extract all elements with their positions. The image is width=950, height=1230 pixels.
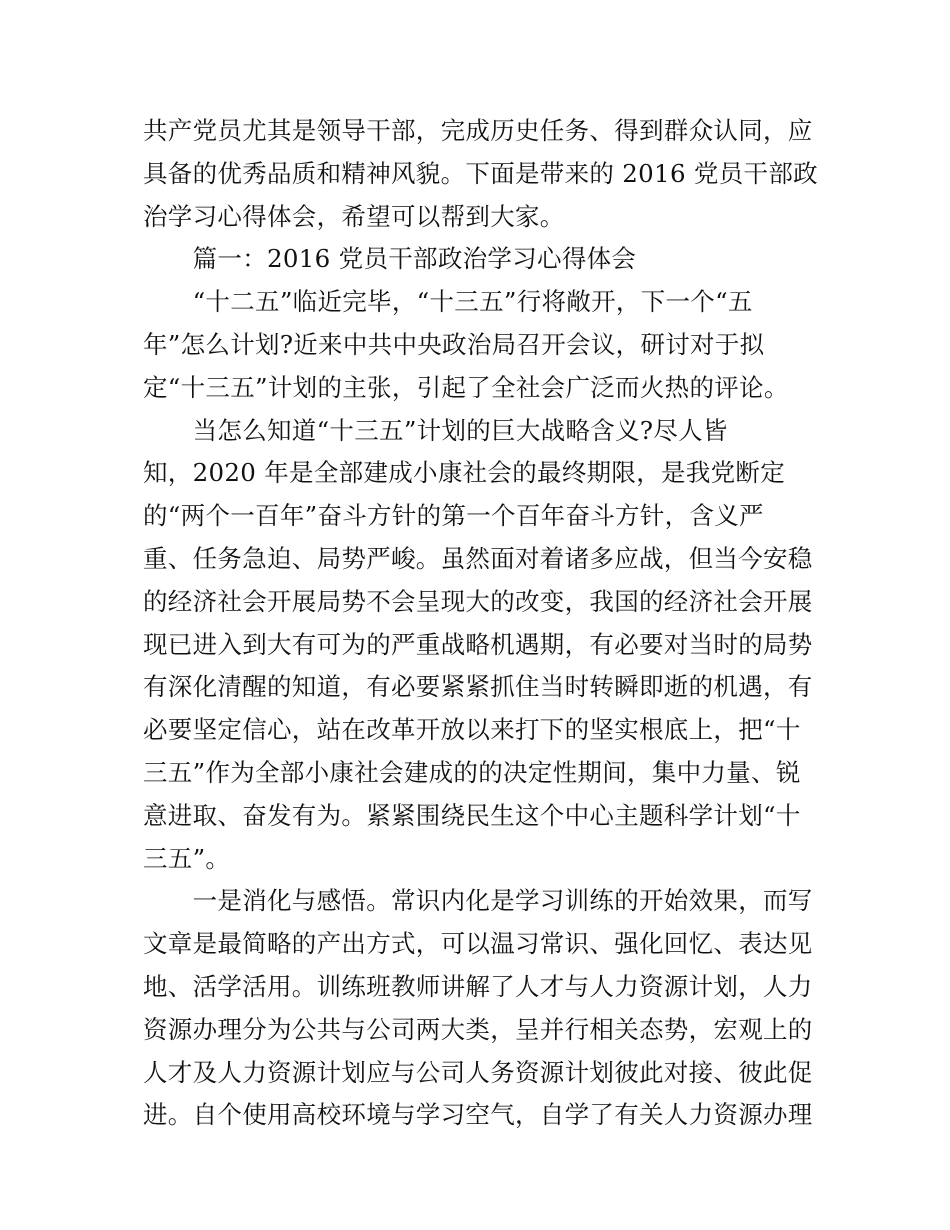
text-line: 三五”。	[143, 843, 231, 873]
text-line: 资源办理分为公共与公司两大类，呈并行相关态势，宏观上的	[143, 1014, 813, 1044]
text-line: 治学习心得体会，希望可以帮到大家。	[143, 201, 565, 231]
text-line: 进。自个使用高校环境与学习空气，自学了有关人力资源办理	[143, 1100, 813, 1130]
text-line: 知，2020 年是全部建成小康社会的最终期限，是我党断定	[143, 458, 786, 488]
section-heading: 篇一：2016 党员干部政治学习心得体会	[143, 244, 637, 274]
text-line: 一是消化与感悟。常识内化是学习训练的开始效果，而写	[143, 886, 813, 916]
body-text	[143, 110, 818, 1137]
text-line: 人才及人力资源计划应与公司人务资源计划彼此对接、彼此促	[143, 1057, 813, 1087]
text-line: 重、任务急迫、局势严峻。虽然面对着诸多应战，但当今安稳	[143, 543, 813, 573]
text-line: 地、活学活用。训练班教师讲解了人才与人力资源计划，人力	[143, 971, 813, 1001]
text-line: 现已进入到大有可为的严重战略机遇期，有必要对当时的局势	[143, 629, 813, 659]
text-line: 的“两个一百年”奋斗方针的第一个百年奋斗方针，含义严	[143, 501, 764, 531]
text-line: “十二五”临近完毕，“十三五”行将敞开，下一个“五	[143, 287, 753, 317]
text-line: 必要坚定信心，站在改革开放以来打下的坚实根底上，把“十	[143, 715, 801, 745]
text-line: 定“十三五”计划的主张，引起了全社会广泛而火热的评论。	[143, 372, 789, 402]
text-line: 当怎么知道“十三五”计划的巨大战略含义?尽人皆	[143, 415, 728, 445]
text-line: 文章是最简略的产出方式，可以温习常识、强化回忆、表达见	[143, 929, 813, 959]
text-line: 的经济社会开展局势不会呈现大的改变，我国的经济社会开展	[143, 586, 813, 616]
text-line: 三五”作为全部小康社会建成的的决定性期间，集中力量、锐	[143, 757, 801, 787]
text-line: 有深化清醒的知道，有必要紧紧抓住当时转瞬即逝的机遇，有	[143, 672, 813, 702]
text-line: 具备的优秀品质和精神风貌。下面是带来的 2016 党员干部政	[143, 158, 818, 188]
text-line: 年”怎么计划?近来中共中央政治局召开会议，研讨对于拟	[143, 329, 765, 359]
text-line: 意进取、奋发有为。紧紧围绕民生这个中心主题科学计划“十	[143, 800, 801, 830]
text-line: 共产党员尤其是领导干部，完成历史任务、得到群众认同，应	[143, 116, 813, 145]
